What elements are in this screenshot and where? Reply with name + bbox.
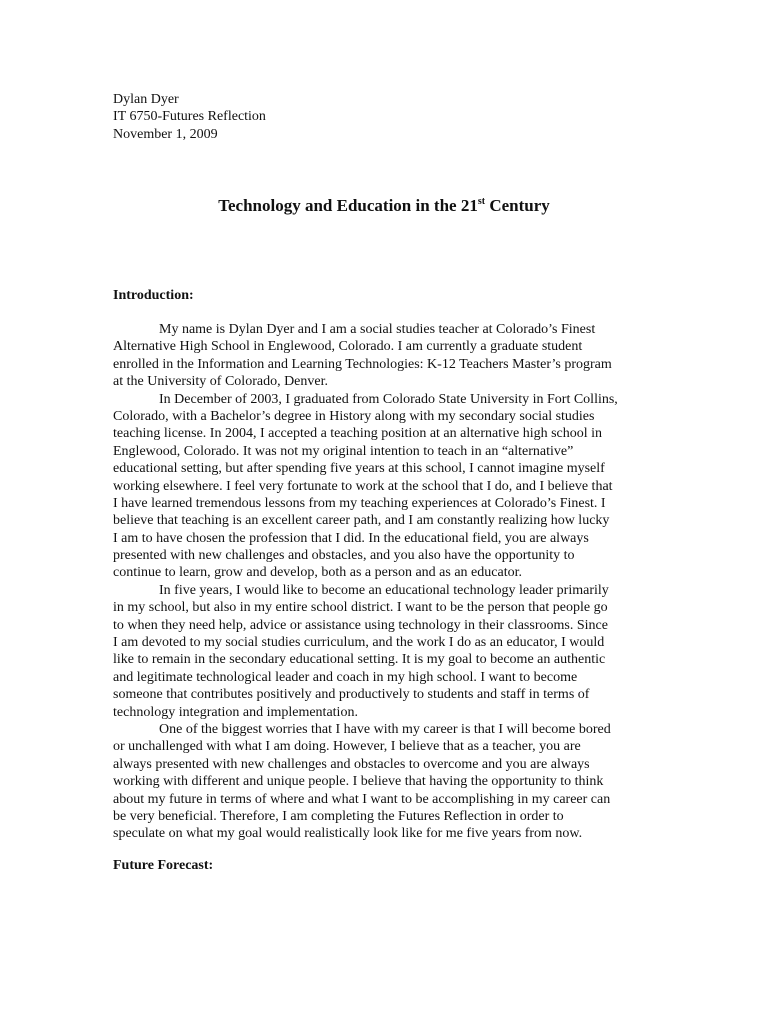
title-main: Technology and Education in the 21: [218, 196, 478, 215]
paragraph-line: My name is Dylan Dyer and I am a social studies teacher at Colorado’s Finest: [159, 322, 596, 337]
paragraph-line: educational setting, but after spending five years at this school, I cannot imagine myself: [113, 461, 605, 477]
paragraph-line: Alternative High School in Englewood, Colorado. I am currently a graduate student: [113, 339, 583, 355]
paragraph-line: One of the biggest worries that I have with my career is that I will become bored: [159, 721, 611, 737]
paragraph-line: I am devoted to my social studies curriculum, and the work I do as an educator, I would: [113, 635, 605, 651]
paragraph-line: working elsewhere. I feel very fortunate to work at the school that I do, and I believe that: [113, 478, 613, 494]
paragraph-line: enrolled in the Information and Learning Technologies: K-12 Teachers Master’s program: [113, 356, 612, 372]
course-name: IT 6750-Futures Reflection: [113, 109, 266, 125]
introduction-heading: Introduction:: [113, 288, 194, 303]
paragraph-line: working with different and unique people. I believe that having the opportunity to think: [113, 774, 604, 790]
paragraph-line: like to remain in the secondary educational setting. It is my goal to become an authentic: [113, 652, 606, 668]
paragraph-line: about my future in terms of where and what I want to be accomplishing in my career can: [113, 791, 611, 807]
document-header: [113, 91, 266, 143]
paragraph-line: always presented with new challenges and obstacles to overcome and you are always: [113, 756, 590, 772]
paragraph-line: teaching license. In 2004, I accepted a teaching position at an alternative high school in: [113, 426, 603, 442]
introduction-body: [113, 321, 673, 843]
paragraph-line: speculate on what my goal would realistically look like for me five years from now.: [113, 826, 583, 842]
paragraph-line: Englewood, Colorado. It was not my original intention to teach in an “alternative”: [113, 443, 574, 459]
paragraph-line: technology integration and implementation.: [113, 704, 358, 720]
document-date: November 1, 2009: [113, 126, 218, 142]
document-title: [0, 196, 768, 216]
title-suffix: Century: [485, 196, 550, 215]
paragraph-line: In five years, I would like to become an educational technology leader primarily: [159, 582, 609, 598]
paragraph-line: at the University of Colorado, Denver.: [113, 374, 329, 390]
title-superscript: st: [477, 196, 486, 207]
paragraph-line: and legitimate technological leader and coach in my high school. I want to become: [113, 669, 578, 685]
paragraph-line: in my school, but also in my entire school district. I want to be the person that people go: [113, 600, 608, 616]
paragraph-line: or unchallenged with what I am doing. However, I believe that as a teacher, you are: [113, 739, 581, 755]
paragraph-line: In December of 2003, I graduated from Colorado State University in Fort Collins,: [159, 391, 618, 407]
paragraph-line: I have learned tremendous lessons from my teaching experiences at Colorado’s Finest. I: [113, 495, 606, 511]
paragraph-line: to when they need help, advice or assistance using technology in their classrooms. Since: [113, 617, 608, 633]
paragraph-line: believe that teaching is an excellent career path, and I am constantly realizing how lucky: [113, 513, 610, 529]
paragraph-line: be very beneficial. Therefore, I am completing the Futures Reflection in order to: [113, 808, 564, 824]
paragraph-line: someone that contributes positively and productively to students and staff in terms of: [113, 687, 590, 703]
paragraph-line: I am to have chosen the profession that I did. In the educational field, you are always: [113, 530, 589, 546]
paragraph-line: Colorado, with a Bachelor’s degree in History along with my secondary social studies: [113, 408, 595, 424]
future-forecast-heading: Future Forecast:: [113, 858, 214, 873]
paragraph-line: presented with new challenges and obstacles, and you also have the opportunity to: [113, 548, 575, 564]
author-name: Dylan Dyer: [113, 92, 179, 107]
paragraph-line: continue to learn, grow and develop, both as a person and as an educator.: [113, 565, 522, 581]
